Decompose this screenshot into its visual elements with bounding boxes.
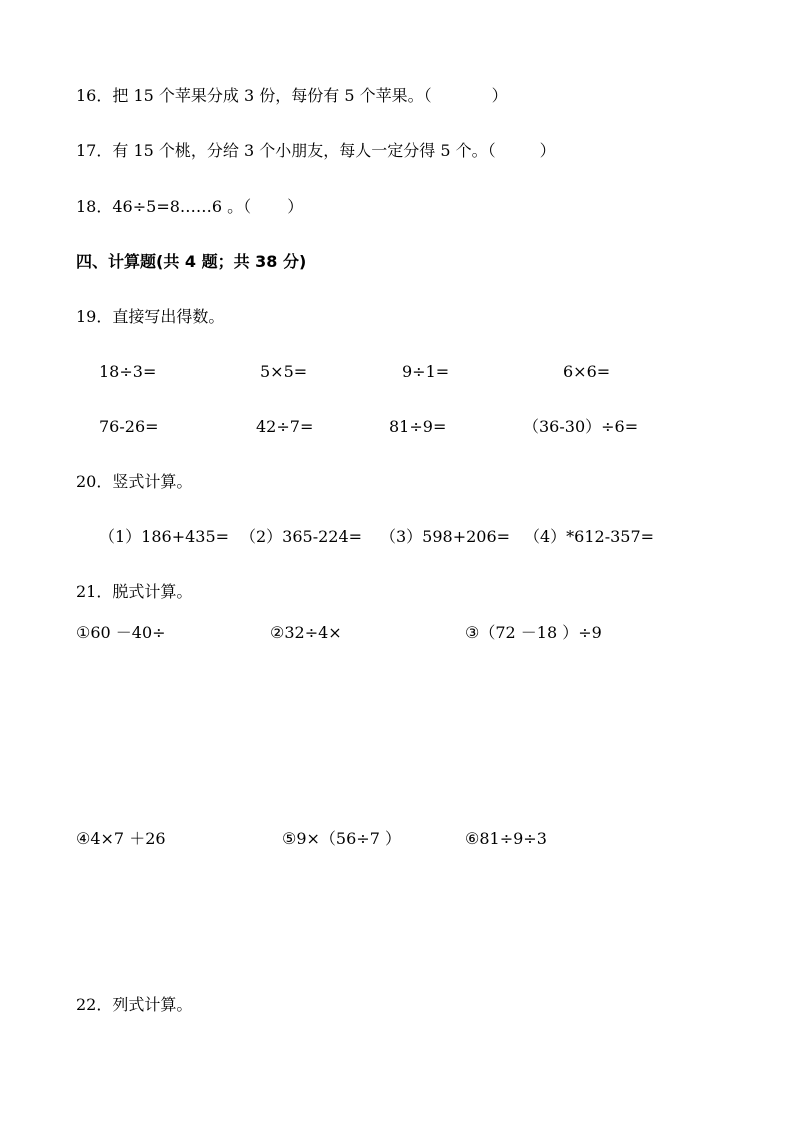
oral-calc-item: 81÷9= — [389, 417, 447, 436]
question-18 — [76, 197, 303, 217]
oral-calc-item: 18÷3= — [99, 362, 157, 381]
question-text: 直接写出得数。 — [112, 307, 225, 326]
stepwise-calc-item — [76, 623, 166, 643]
vertical-calc-item: （3）598+206= — [380, 527, 511, 546]
question-number: 21． — [76, 582, 113, 601]
vertical-calc-item: （1）186+435= — [99, 527, 230, 546]
question-number: 17． — [76, 141, 113, 160]
question-text: 竖式计算。 — [112, 472, 193, 491]
expression: 32÷4× — [284, 623, 342, 642]
question-text: 46÷5=8……6 。（ — [112, 197, 252, 216]
oral-calc-item: 42÷7= — [256, 417, 314, 436]
oral-calc-item: （36-30）÷6= — [523, 417, 639, 436]
question-number: 22． — [76, 995, 113, 1014]
question-text: 有 15 个桃，分给 3 个小朋友，每人一定分得 5 个。（ — [112, 141, 496, 160]
expression: 81÷9÷3 — [479, 829, 547, 848]
expression: 60 －40÷ — [90, 623, 166, 642]
stepwise-calc-item — [465, 623, 602, 643]
question-number: 16． — [76, 86, 113, 105]
circled-number-6: ⑥ — [465, 829, 480, 848]
expression: 9×（56÷7 ） — [296, 829, 401, 848]
stepwise-calc-item — [282, 829, 401, 849]
circled-number-3: ③ — [465, 623, 480, 642]
circled-number-5: ⑤ — [282, 829, 297, 848]
question-20-title — [76, 472, 192, 492]
oral-calc-item: 9÷1= — [402, 362, 450, 381]
question-text: 把 15 个苹果分成 3 份，每份有 5 个苹果。（ — [112, 86, 432, 105]
question-16 — [76, 86, 508, 106]
expression: （72 －18 ）÷9 — [479, 623, 602, 642]
question-number: 18． — [76, 197, 113, 216]
stepwise-calc-item — [465, 829, 547, 849]
circled-number-2: ② — [270, 623, 285, 642]
vertical-calc-item: （2）365-224= — [240, 527, 363, 546]
question-text: 列式计算。 — [112, 995, 193, 1014]
question-22-title — [76, 995, 192, 1015]
oral-calc-item: 76-26= — [99, 417, 159, 436]
question-19-title — [76, 307, 224, 327]
vertical-calc-item: （4）*612-357= — [524, 527, 655, 546]
stepwise-calc-item — [270, 623, 342, 643]
question-21-title — [76, 582, 192, 602]
circled-number-1: ① — [76, 623, 91, 642]
question-number: 20． — [76, 472, 113, 491]
question-17 — [76, 141, 556, 161]
oral-calc-item: 6×6= — [563, 362, 611, 381]
question-text: 脱式计算。 — [112, 582, 193, 601]
circled-number-4: ④ — [76, 829, 91, 848]
close-paren: ） — [539, 141, 556, 160]
close-paren: ） — [491, 86, 508, 105]
section-heading: 四、计算题(共 4 题；共 38 分) — [76, 252, 307, 271]
expression: 4×7 ＋26 — [90, 829, 166, 848]
stepwise-calc-item — [76, 829, 166, 849]
question-number: 19． — [76, 307, 113, 326]
close-paren: ） — [287, 197, 304, 216]
oral-calc-item: 5×5= — [260, 362, 308, 381]
